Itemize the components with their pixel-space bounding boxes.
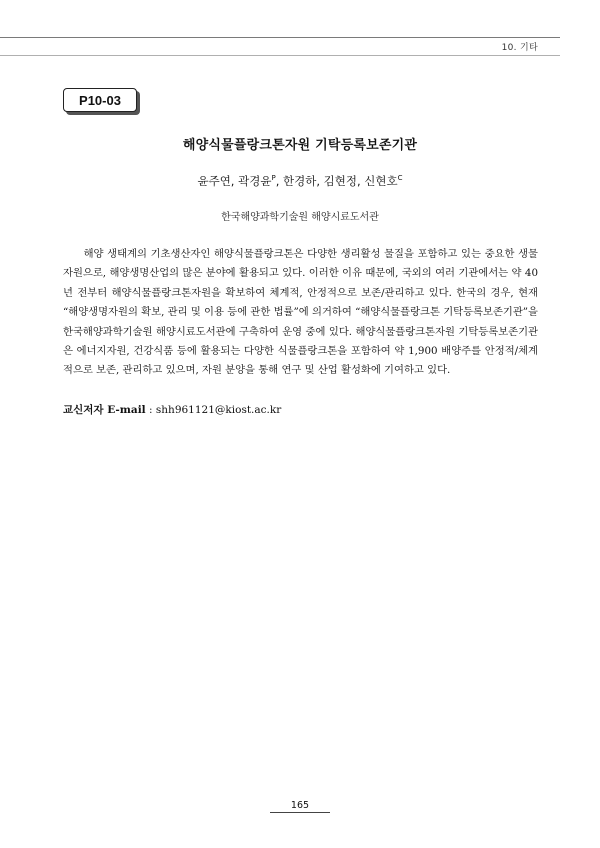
paper-title: 해양식물플랑크톤자원 기탁등록보존기관 bbox=[182, 138, 418, 153]
header-top-rule bbox=[0, 37, 560, 38]
author-names-1: 윤주연, 곽경윤 bbox=[197, 174, 272, 188]
email-separator: : bbox=[145, 404, 156, 416]
page-number: 165 bbox=[290, 800, 310, 811]
page-number-rule bbox=[270, 812, 330, 813]
section-label: 10. 기타 bbox=[501, 43, 538, 53]
author-superscript-corresponding: C bbox=[397, 174, 403, 183]
abstract-text: 해양 생태계의 기초생산자인 해양식물플랑크톤은 다양한 생리활성 물질을 포함하고 있는 중요한 생물자원으로, 해양생명산업의 많은 분야에 활용되고 있다. 이러한 이유 때문에, 국외의 여러 기관에서는 약 40년 전부터 해양식물플랑크톤자원을 확보하여 체계적, 안정적으로 보존/관리하고 있다. 한국의 경우, 현재 “해양생명자원의 확보, 관리 및 이용 등에 관한 법률”에 의거하여 “해양식물플랑크톤 기탁등록보존기관”을 한국해양과학기술원 해양시료도서관에 구축하여 운영 중에 있다. 해양식물플랑크톤자원 기탁등록보존기관은 에너지자원, 건강식품 등에 활용되는 다양한 식물플랑크톤을 포함하여 약 1,900 배양주를 안정적/체계적으로 보존, 관리하고 있으며, 자원 분양을 통해 연구 및 산업 활성화에 기여하고 있다. bbox=[63, 248, 538, 377]
author-superscript-presenter: P bbox=[271, 174, 276, 183]
paper-code-badge: P10-03 bbox=[63, 88, 137, 112]
header-bottom-rule bbox=[0, 55, 560, 56]
author-names-2: , 한경하, 김현정, 신현호 bbox=[275, 174, 398, 188]
email-label: 교신저자 E-mail bbox=[63, 404, 146, 416]
corresponding-email bbox=[63, 402, 281, 417]
affiliation: 한국해양과학기술원 해양시료도서관 bbox=[221, 212, 379, 223]
email-address[interactable]: shh961121@kiost.ac.kr bbox=[155, 404, 282, 416]
author-list bbox=[0, 173, 600, 189]
